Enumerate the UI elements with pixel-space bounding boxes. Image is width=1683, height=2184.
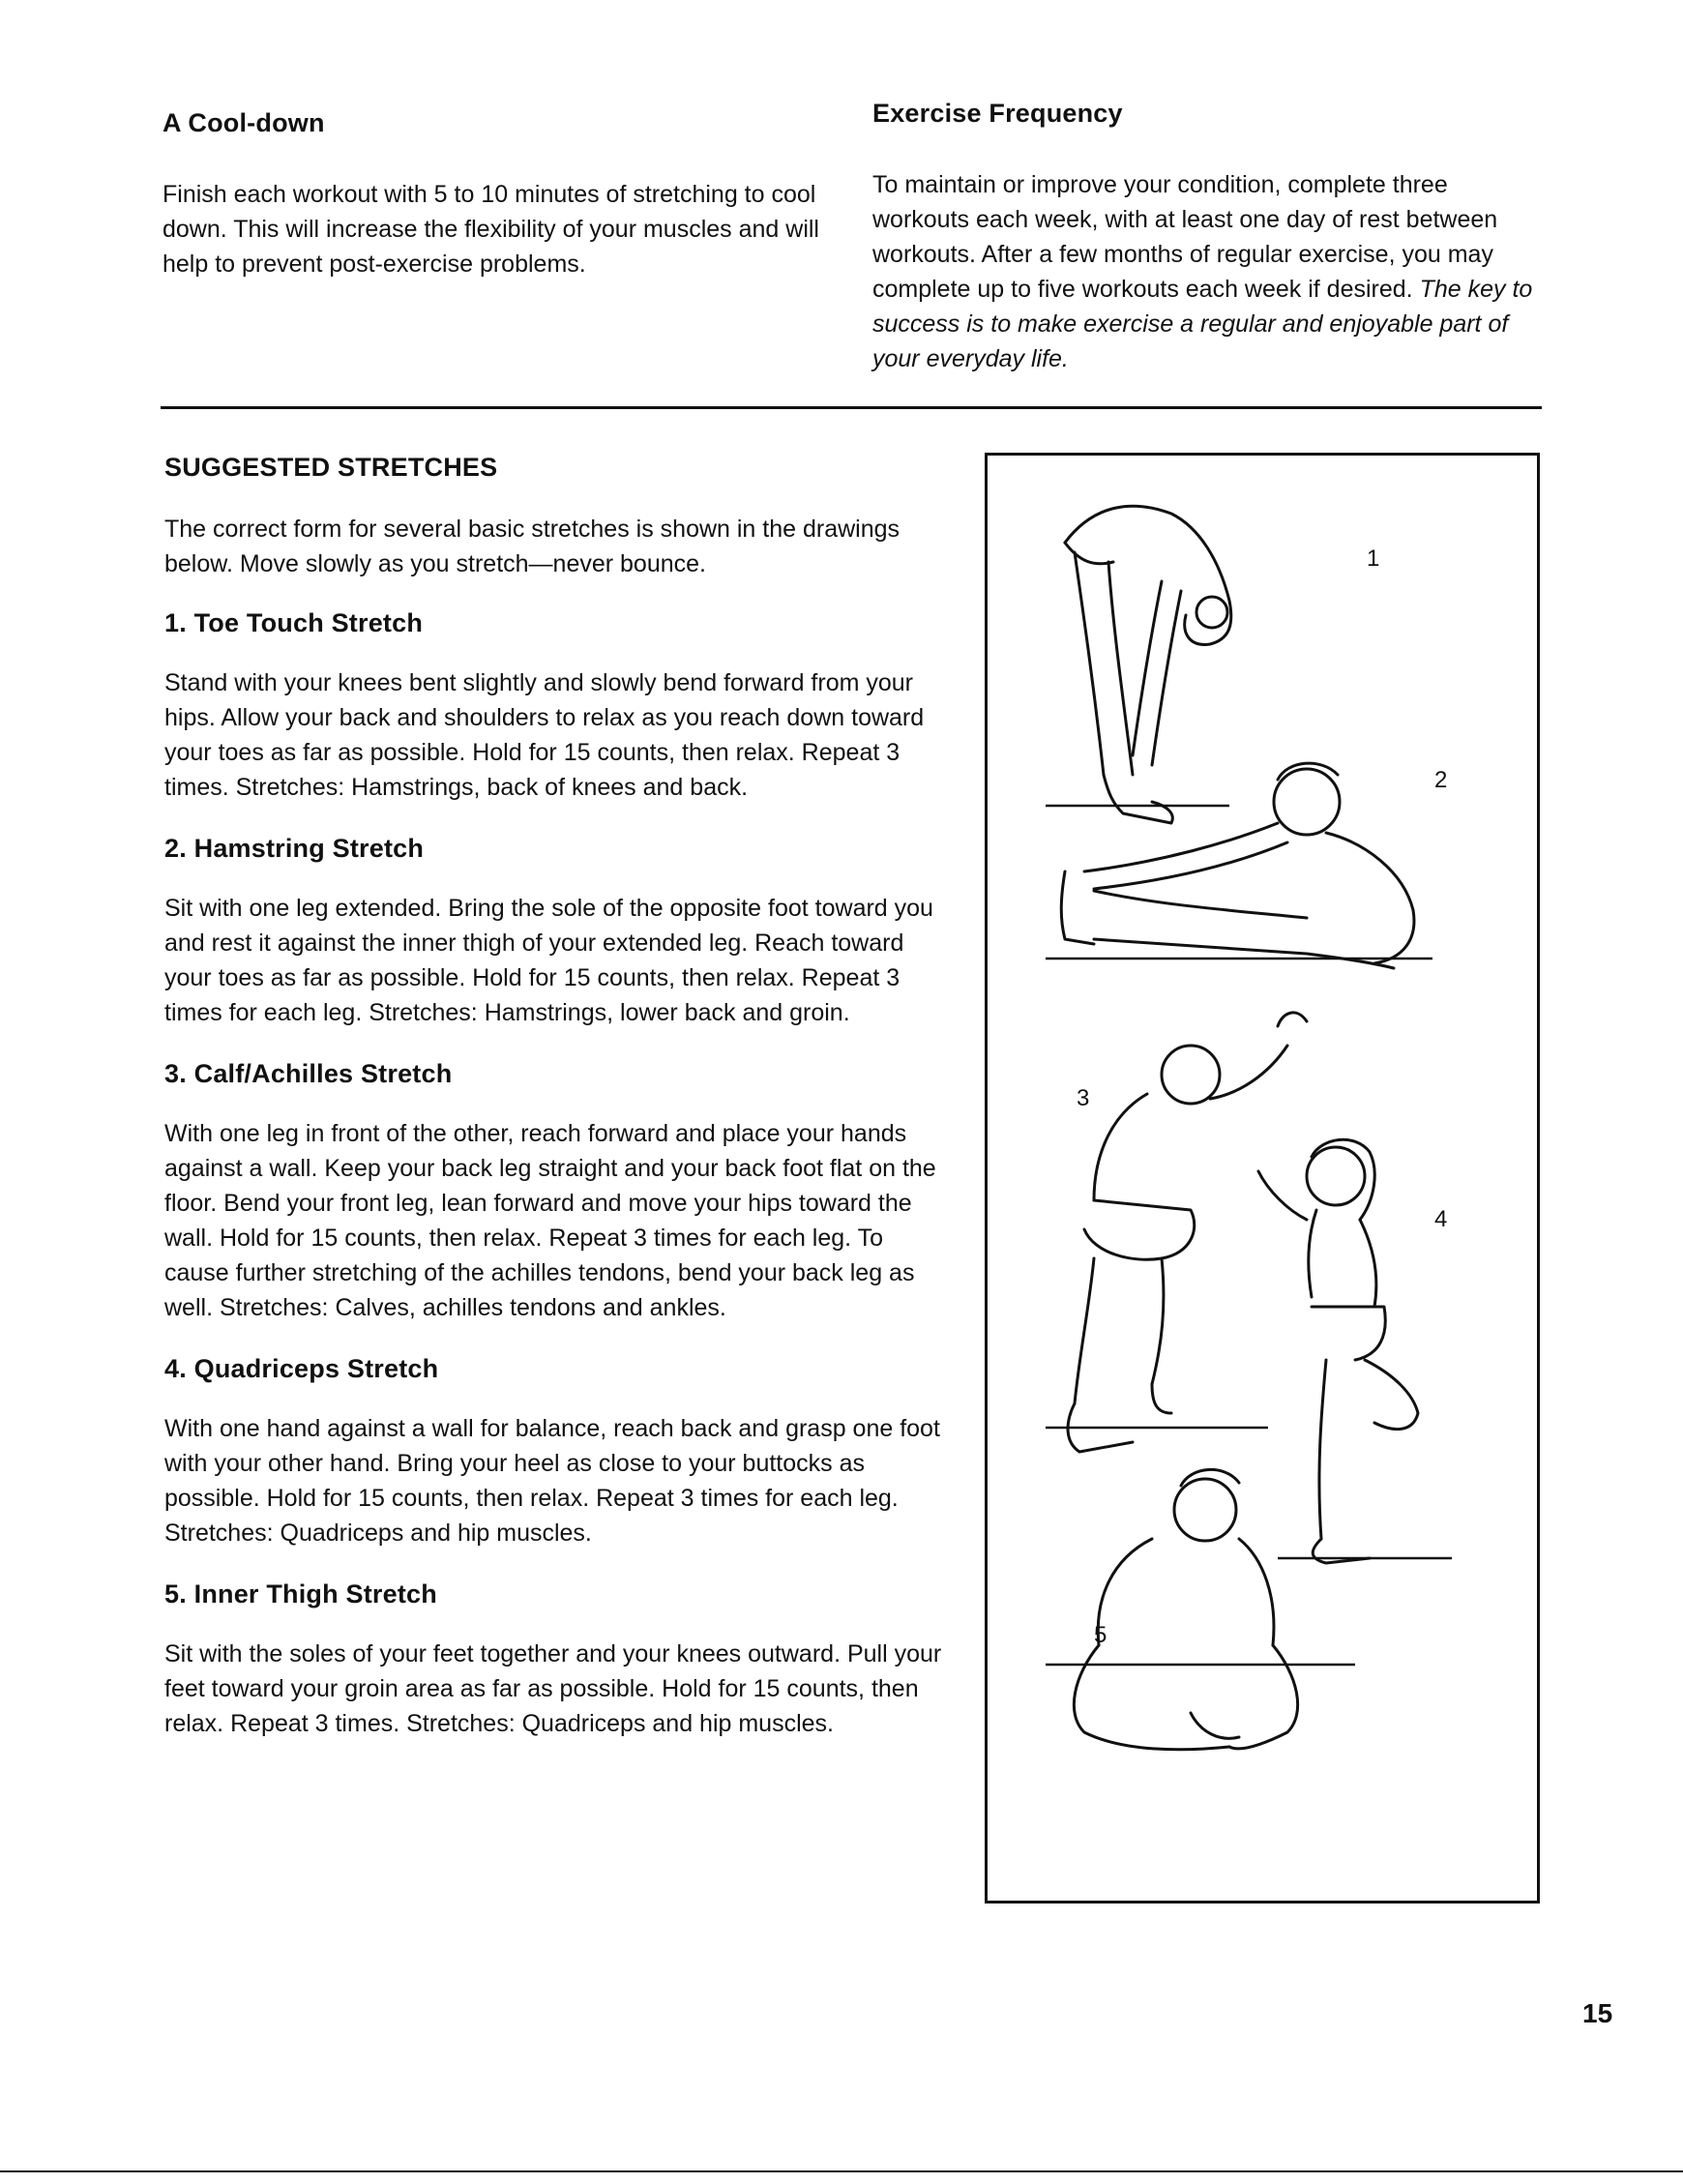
figure-label-1: 1 [1367,546,1380,572]
stretch-5-title: 5. Inner Thigh Stretch [164,1579,437,1608]
stretch-1-title: 1. Toe Touch Stretch [164,608,424,637]
stretch-3-body: With one leg in front of the other, reach forward and place your hands against a wall. Keep your back leg straight and your back foot flat on the floor. Bend your front leg, lean forward and move your hips toward the wall. Hold for 15 counts, then relax. Repeat 3 times for each leg. To cause further stretching of the achilles tendons, bend your back leg as well. Stretches: Calves, achilles tendons and ankles. [164,1120,936,1321]
bottom-rule [0,2170,1683,2172]
stretch-4-body: With one hand against a wall for balance, reach back and grasp one foot with your other hand. Bring your heel as close to your buttocks as possible. Hold for 15 counts, then relax. Repeat 3 times for each leg. Stretches: Quadriceps and hip muscles. [164,1415,940,1547]
stretch-illustrations [985,453,1540,1904]
calf-stretch-figure [1046,1013,1307,1452]
section-divider [161,406,1542,409]
stretch-5-body: Sit with the soles of your feet together and your knees outward. Pull your feet toward your groin area as far as possible. Hold for 15 counts, then relax. Repeat 3 times. Stretches: Quadriceps and hip muscles. [164,1640,942,1737]
cooldown-body: Finish each workout with 5 to 10 minutes of stretching to cool down. This will increase the flexibility of your muscles and will help to prevent post-exercise problems. [162,181,819,278]
figure-label-4: 4 [1434,1206,1448,1232]
stretches-heading: SUGGESTED STRETCHES [164,453,498,482]
page-number: 15 [1582,1998,1613,2028]
stretch-4-title: 4. Quadriceps Stretch [164,1354,439,1383]
figure-label-3: 3 [1077,1085,1090,1111]
toe-touch-figure [1046,506,1231,823]
frequency-section [872,99,1540,376]
figure-label-2: 2 [1434,767,1448,793]
stretch-drawings [988,456,1537,1901]
quadriceps-figure [1258,1139,1452,1563]
inner-thigh-figure [1046,1469,1355,1749]
stretches-section [164,453,948,1741]
frequency-text: To maintain or improve your condition, complete three workouts each week, with at least one day of rest between workouts. After a few months of regular exercise, you may complete up to five workouts each week if desired. [872,171,1498,303]
stretch-2-title: 2. Hamstring Stretch [164,834,425,863]
hamstring-figure [1046,763,1432,968]
stretch-3-title: 3. Calf/Achilles Stretch [164,1059,453,1088]
stretches-intro: The correct form for several basic stretches is shown in the drawings below. Move slowly as you stretch—never bounce. [164,516,901,577]
frequency-heading: Exercise Frequency [872,99,1123,128]
stretch-1-body: Stand with your knees bent slightly and slowly bend forward from your hips. Allow your back and shoulders to relax as you reach down toward your toes as far as possible. Hold for 15 counts, then relax. Repeat 3 times. Stretches: Hamstrings, back of knees and back. [164,669,925,801]
cooldown-heading: A Cool-down [162,108,325,137]
cooldown-section [162,108,820,281]
frequency-body [872,167,1540,376]
stretch-2-body: Sit with one leg extended. Bring the sole of the opposite foot toward you and rest it against the inner thigh of your extended leg. Reach toward your toes as far as possible. Hold for 15 counts, then relax. Repeat 3 times for each leg. Stretches: Hamstrings, lower back and groin. [164,895,933,1026]
frequency-emphasis: The key to success is to make exercise a regular and enjoyable part of your everyday life. [872,276,1533,372]
figure-label-5: 5 [1094,1622,1107,1648]
